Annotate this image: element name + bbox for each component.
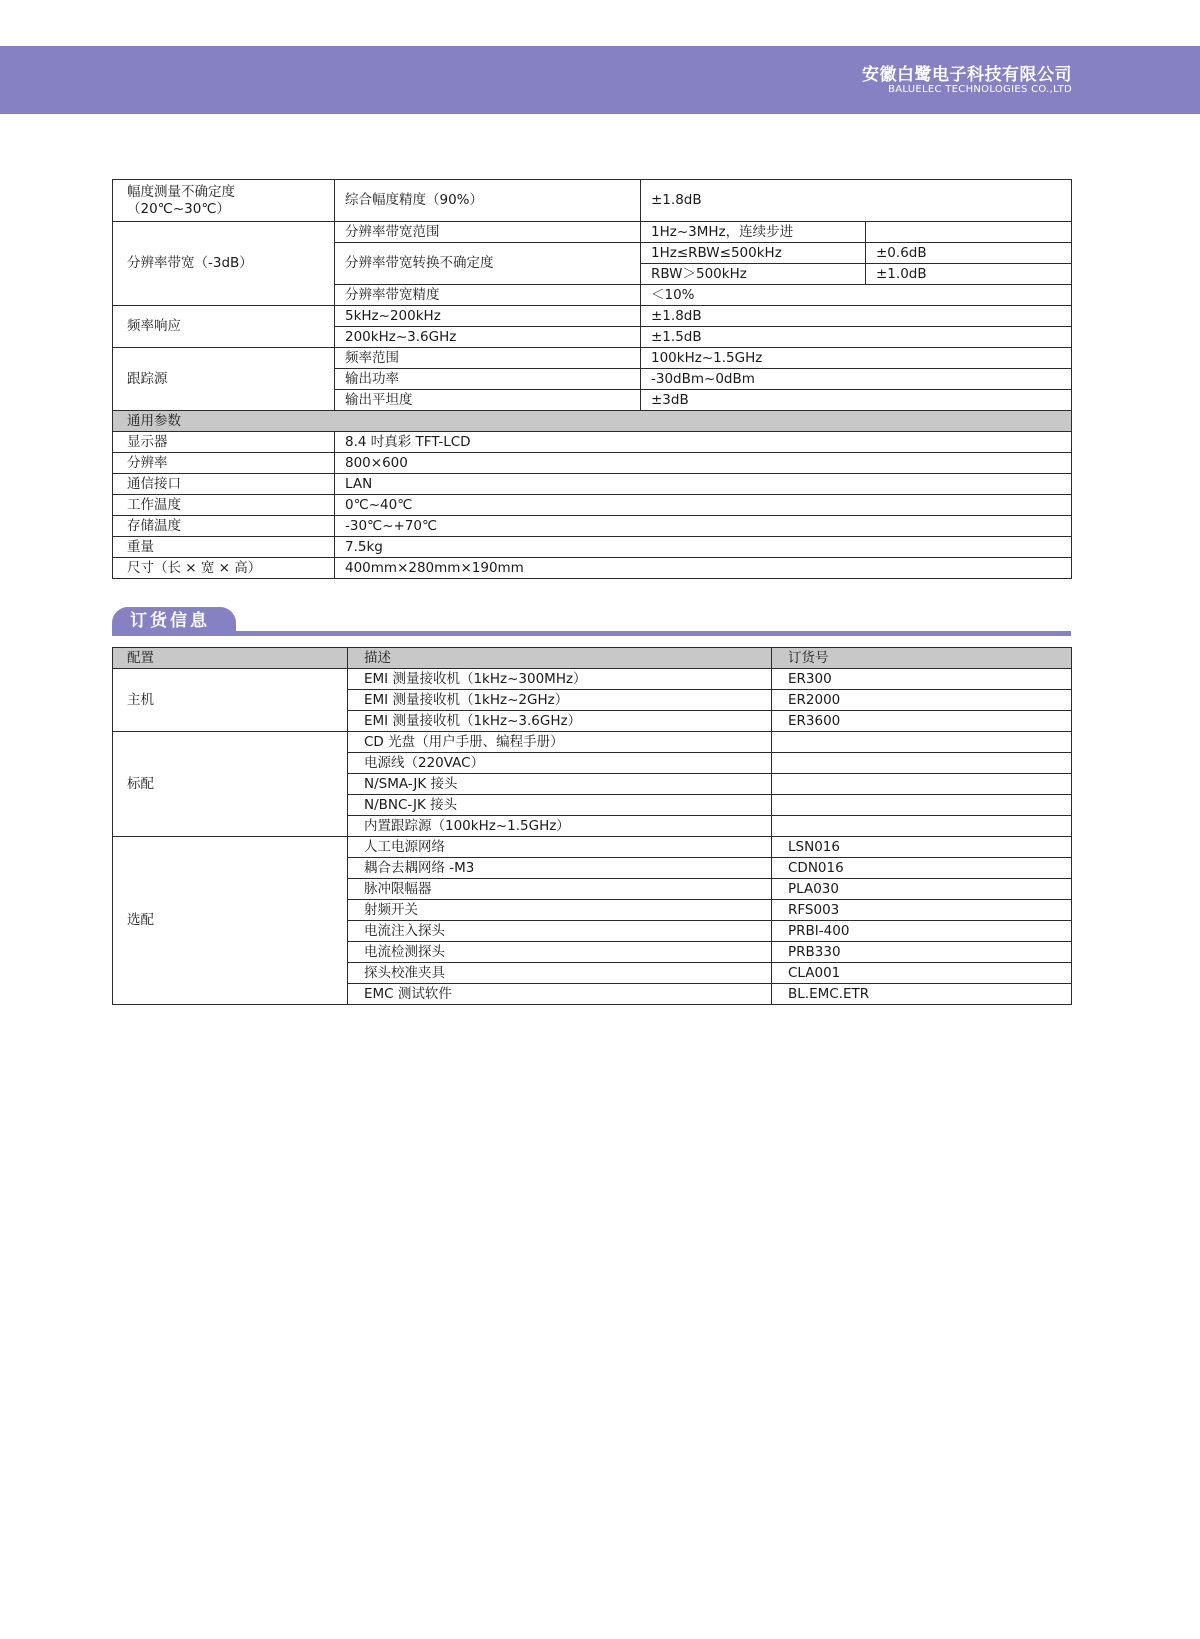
order-section-title: 订货信息 [130, 611, 210, 631]
item-code: CLA001 [772, 963, 1072, 984]
general-label: 显示器 [113, 432, 335, 453]
rbw-range-value: 1Hz~3MHz，连续步进 [641, 222, 866, 243]
rbw-label: 分辨率带宽（-3dB） [113, 222, 335, 306]
header-code: 订货号 [772, 648, 1072, 669]
company-name-cn: 安徽白鹭电子科技有限公司 [862, 65, 1072, 85]
general-value: 7.5kg [335, 537, 1072, 558]
header-config: 配置 [113, 648, 348, 669]
general-label: 分辨率 [113, 453, 335, 474]
table-row [113, 516, 1072, 537]
table-row [113, 495, 1072, 516]
item-desc: N/SMA-JK 接头 [348, 774, 772, 795]
table-row [113, 222, 1072, 243]
order-section-divider [112, 631, 1071, 636]
item-code: BL.EMC.ETR [772, 984, 1072, 1005]
item-code [772, 795, 1072, 816]
item-code: ER300 [772, 669, 1072, 690]
header-desc: 描述 [348, 648, 772, 669]
general-value: 8.4 吋真彩 TFT-LCD [335, 432, 1072, 453]
item-desc: EMI 测量接收机（1kHz~300MHz） [348, 669, 772, 690]
general-label: 工作温度 [113, 495, 335, 516]
amp-uncertainty-label [113, 180, 335, 222]
order-header-row [113, 648, 1072, 669]
rbw-accuracy-value: ＜10% [641, 285, 1072, 306]
table-row [113, 348, 1072, 369]
general-value: 0℃~40℃ [335, 495, 1072, 516]
general-section-title: 通用参数 [113, 411, 1072, 432]
rbw-switch-low-value: ±0.6dB [866, 243, 1072, 264]
item-desc: EMI 测量接收机（1kHz~2GHz） [348, 690, 772, 711]
freq-resp-1-value: ±1.8dB [641, 306, 1072, 327]
tracking-power-name: 输出功率 [335, 369, 641, 390]
item-desc: 电流检测探头 [348, 942, 772, 963]
item-code: CDN016 [772, 858, 1072, 879]
item-desc: 射频开关 [348, 900, 772, 921]
general-label: 通信接口 [113, 474, 335, 495]
tracking-flat-value: ±3dB [641, 390, 1072, 411]
rbw-switch-low-cond: 1Hz≤RBW≤500kHz [641, 243, 866, 264]
item-code: ER3600 [772, 711, 1072, 732]
host-label: 主机 [113, 669, 348, 732]
rbw-range-name: 分辨率带宽范围 [335, 222, 641, 243]
amp-uncertainty-text: 幅度测量不确定度 （20℃~30℃） [127, 183, 235, 217]
table-row [113, 537, 1072, 558]
rbw-switch-high-cond: RBW＞500kHz [641, 264, 866, 285]
item-desc: 人工电源网络 [348, 837, 772, 858]
std-label: 标配 [113, 732, 348, 837]
rbw-accuracy-name: 分辨率带宽精度 [335, 285, 641, 306]
table-row [113, 180, 1072, 222]
general-value: -30℃~+70℃ [335, 516, 1072, 537]
rbw-switch-high-value: ±1.0dB [866, 264, 1072, 285]
opt-label: 选配 [113, 837, 348, 1005]
item-desc: 电源线（220VAC） [348, 753, 772, 774]
general-label: 尺寸（长 × 宽 × 高） [113, 558, 335, 579]
tracking-label: 跟踪源 [113, 348, 335, 411]
table-row [113, 837, 1072, 858]
table-row [113, 432, 1072, 453]
item-desc: 探头校准夹具 [348, 963, 772, 984]
freq-resp-2-name: 200kHz~3.6GHz [335, 327, 641, 348]
general-value: LAN [335, 474, 1072, 495]
item-desc: 电流注入探头 [348, 921, 772, 942]
freq-resp-label: 频率响应 [113, 306, 335, 348]
item-desc: 内置跟踪源（100kHz~1.5GHz） [348, 816, 772, 837]
item-code [772, 753, 1072, 774]
table-row [113, 306, 1072, 327]
general-label: 存储温度 [113, 516, 335, 537]
table-row [113, 474, 1072, 495]
amp-accuracy-name: 综合幅度精度（90%） [335, 180, 641, 222]
item-code: PRB330 [772, 942, 1072, 963]
item-desc: N/BNC-JK 接头 [348, 795, 772, 816]
freq-resp-2-value: ±1.5dB [641, 327, 1072, 348]
table-row [113, 669, 1072, 690]
item-code [772, 816, 1072, 837]
item-code: PLA030 [772, 879, 1072, 900]
item-code: ER2000 [772, 690, 1072, 711]
general-value: 400mm×280mm×190mm [335, 558, 1072, 579]
order-table [112, 647, 1072, 1005]
item-desc: CD 光盘（用户手册、编程手册） [348, 732, 772, 753]
item-code: LSN016 [772, 837, 1072, 858]
item-desc: EMC 测试软件 [348, 984, 772, 1005]
tracking-flat-name: 输出平坦度 [335, 390, 641, 411]
tracking-range-value: 100kHz~1.5GHz [641, 348, 1072, 369]
company-logo [862, 66, 1072, 95]
item-desc: 耦合去耦网络 -M3 [348, 858, 772, 879]
item-desc: EMI 测量接收机（1kHz~3.6GHz） [348, 711, 772, 732]
table-row [113, 558, 1072, 579]
item-code [772, 774, 1072, 795]
table-row [113, 732, 1072, 753]
item-desc: 脉冲限幅器 [348, 879, 772, 900]
freq-resp-1-name: 5kHz~200kHz [335, 306, 641, 327]
amp-accuracy-value: ±1.8dB [641, 180, 1072, 222]
section-header-row [113, 411, 1072, 432]
rbw-switch-name: 分辨率带宽转换不确定度 [335, 243, 641, 285]
header-band [0, 46, 1200, 114]
general-value: 800×600 [335, 453, 1072, 474]
item-code: PRBI-400 [772, 921, 1072, 942]
item-code: RFS003 [772, 900, 1072, 921]
spec-table [112, 179, 1072, 579]
tracking-power-value: -30dBm~0dBm [641, 369, 1072, 390]
company-name-en: BALUELEC TECHNOLOGIES CO.,LTD [888, 84, 1072, 95]
general-label: 重量 [113, 537, 335, 558]
tracking-range-name: 频率范围 [335, 348, 641, 369]
table-row [113, 453, 1072, 474]
empty-cell [866, 222, 1072, 243]
item-code [772, 732, 1072, 753]
